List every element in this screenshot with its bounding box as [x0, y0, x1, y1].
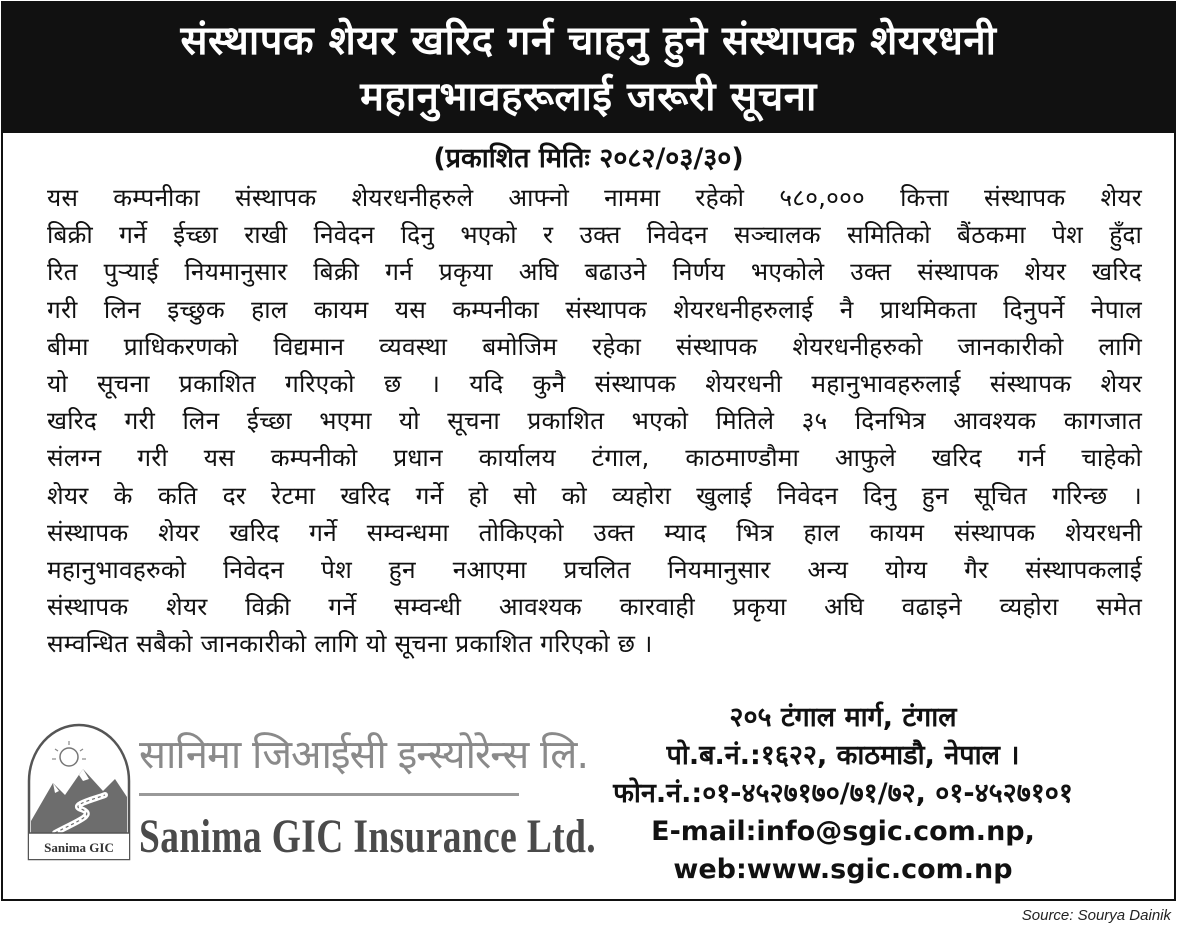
body-line: गरी लिन इच्छुक हाल कायम यस कम्पनीका संस्थापक शेयरधनीहरुलाई नै प्राथमिकता दिनुपर्ने नेपाल [47, 294, 1142, 324]
notice-title-line-1: संस्थापक शेयर खरिद गर्न चाहनु हुने संस्थापक शेयरधनी [180, 18, 997, 64]
body-line: रित पुऱ्याई नियमानुसार बिक्री गर्न प्रकृया अघि बढाउने निर्णय भएकोले उक्त संस्थापक शेयर खरिद [47, 257, 1142, 287]
phone-number: फोन.नं.:०१-४५२७१७०/७१/७२, ०१-४५२७१०१ [613, 778, 1073, 809]
body-line: शेयर के कति दर रेटमा खरिद गर्ने हो सो को व्यहोरा खुलाई निवेदन दिनु हुन सूचित गरिन्छ । [47, 480, 1142, 510]
body-line: यो सूचना प्रकाशित गरिएको छ । यदि कुनै संस्थापक शेयरधनी महानुभावहरुलाई संस्थापक शेयर [47, 369, 1142, 399]
notice-title-line-2: महानुभावहरूलाई जरूरी सूचना [360, 74, 817, 120]
body-line: संलग्न गरी यस कम्पनीको प्रधान कार्यालय टंगाल, काठमाण्डौमा आफुले खरिद गर्न चाहेको [47, 443, 1142, 473]
body-line: यस कम्पनीका संस्थापक शेयरधनीहरुले आफ्नो नाममा रहेको ५८०,००० कित्ता संस्थापक शेयर [47, 183, 1142, 212]
notice-header [3, 3, 1174, 133]
body-line: सम्वन्धित सबैको जानकारीको लागि यो सूचना प्रकाशित गरिएको छ । [47, 629, 653, 659]
notice-frame [1, 1, 1176, 901]
address-line-2: पो.ब.नं.:१६२२, काठमाडौ, नेपाल । [666, 740, 1020, 771]
brand-divider [139, 793, 519, 796]
publication-date: (प्रकाशित मितिः २०८२/०३/३०) [433, 143, 744, 174]
company-address [543, 699, 1143, 889]
body-line: खरिद गरी लिन ईच्छा भएमा यो सूचना प्रकाशित भएको मितिले ३५ दिनभित्र आवश्यक कागजात [47, 406, 1142, 436]
body-line: बिक्री गर्ने ईच्छा राखी निवेदन दिनु भएको र उक्त निवेदन सञ्चालक समितिको बैंठकमा पेश हुँदा [47, 220, 1142, 250]
body-line: संस्थापक शेयर विक्री गर्ने सम्वन्धी आवश्यक कारवाही प्रकृया अघि वढाइने व्यहोरा समेत [47, 592, 1142, 622]
logo-text: Sanima GIC [44, 840, 114, 855]
website[interactable]: web:www.sgic.com.np [673, 854, 1013, 885]
address-line-1: २०५ टंगाल मार्ग, टंगाल [729, 702, 957, 733]
notice-body [47, 179, 1142, 663]
email-address[interactable]: E-mail:info@sgic.com.np, [651, 816, 1035, 847]
body-line: महानुभावहरुको निवेदन पेश हुन नआएमा प्रचलित नियमानुसार अन्य योग्य गैर संस्थापकलाई [47, 555, 1142, 585]
body-line: संस्थापक शेयर खरिद गर्ने सम्वन्धमा तोकिएको उक्त म्याद भित्र हाल कायम संस्थापक शेयरधनी [47, 517, 1142, 547]
company-name-english: Sanima GIC Insurance Ltd. [139, 810, 597, 863]
source-credit: Source: Sourya Dainik [1021, 907, 1171, 924]
company-name-nepali: सानिमा जिआईसी इन्स्योरेन्स लि. [139, 732, 589, 778]
mountain-sun-road-logo-icon [25, 721, 133, 863]
body-line: बीमा प्राधिकरणको विद्यमान व्यवस्था बमोजिम रहेका संस्थापक शेयरधनीहरुको जानकारीको लागि [47, 331, 1142, 361]
company-logo [25, 721, 133, 863]
